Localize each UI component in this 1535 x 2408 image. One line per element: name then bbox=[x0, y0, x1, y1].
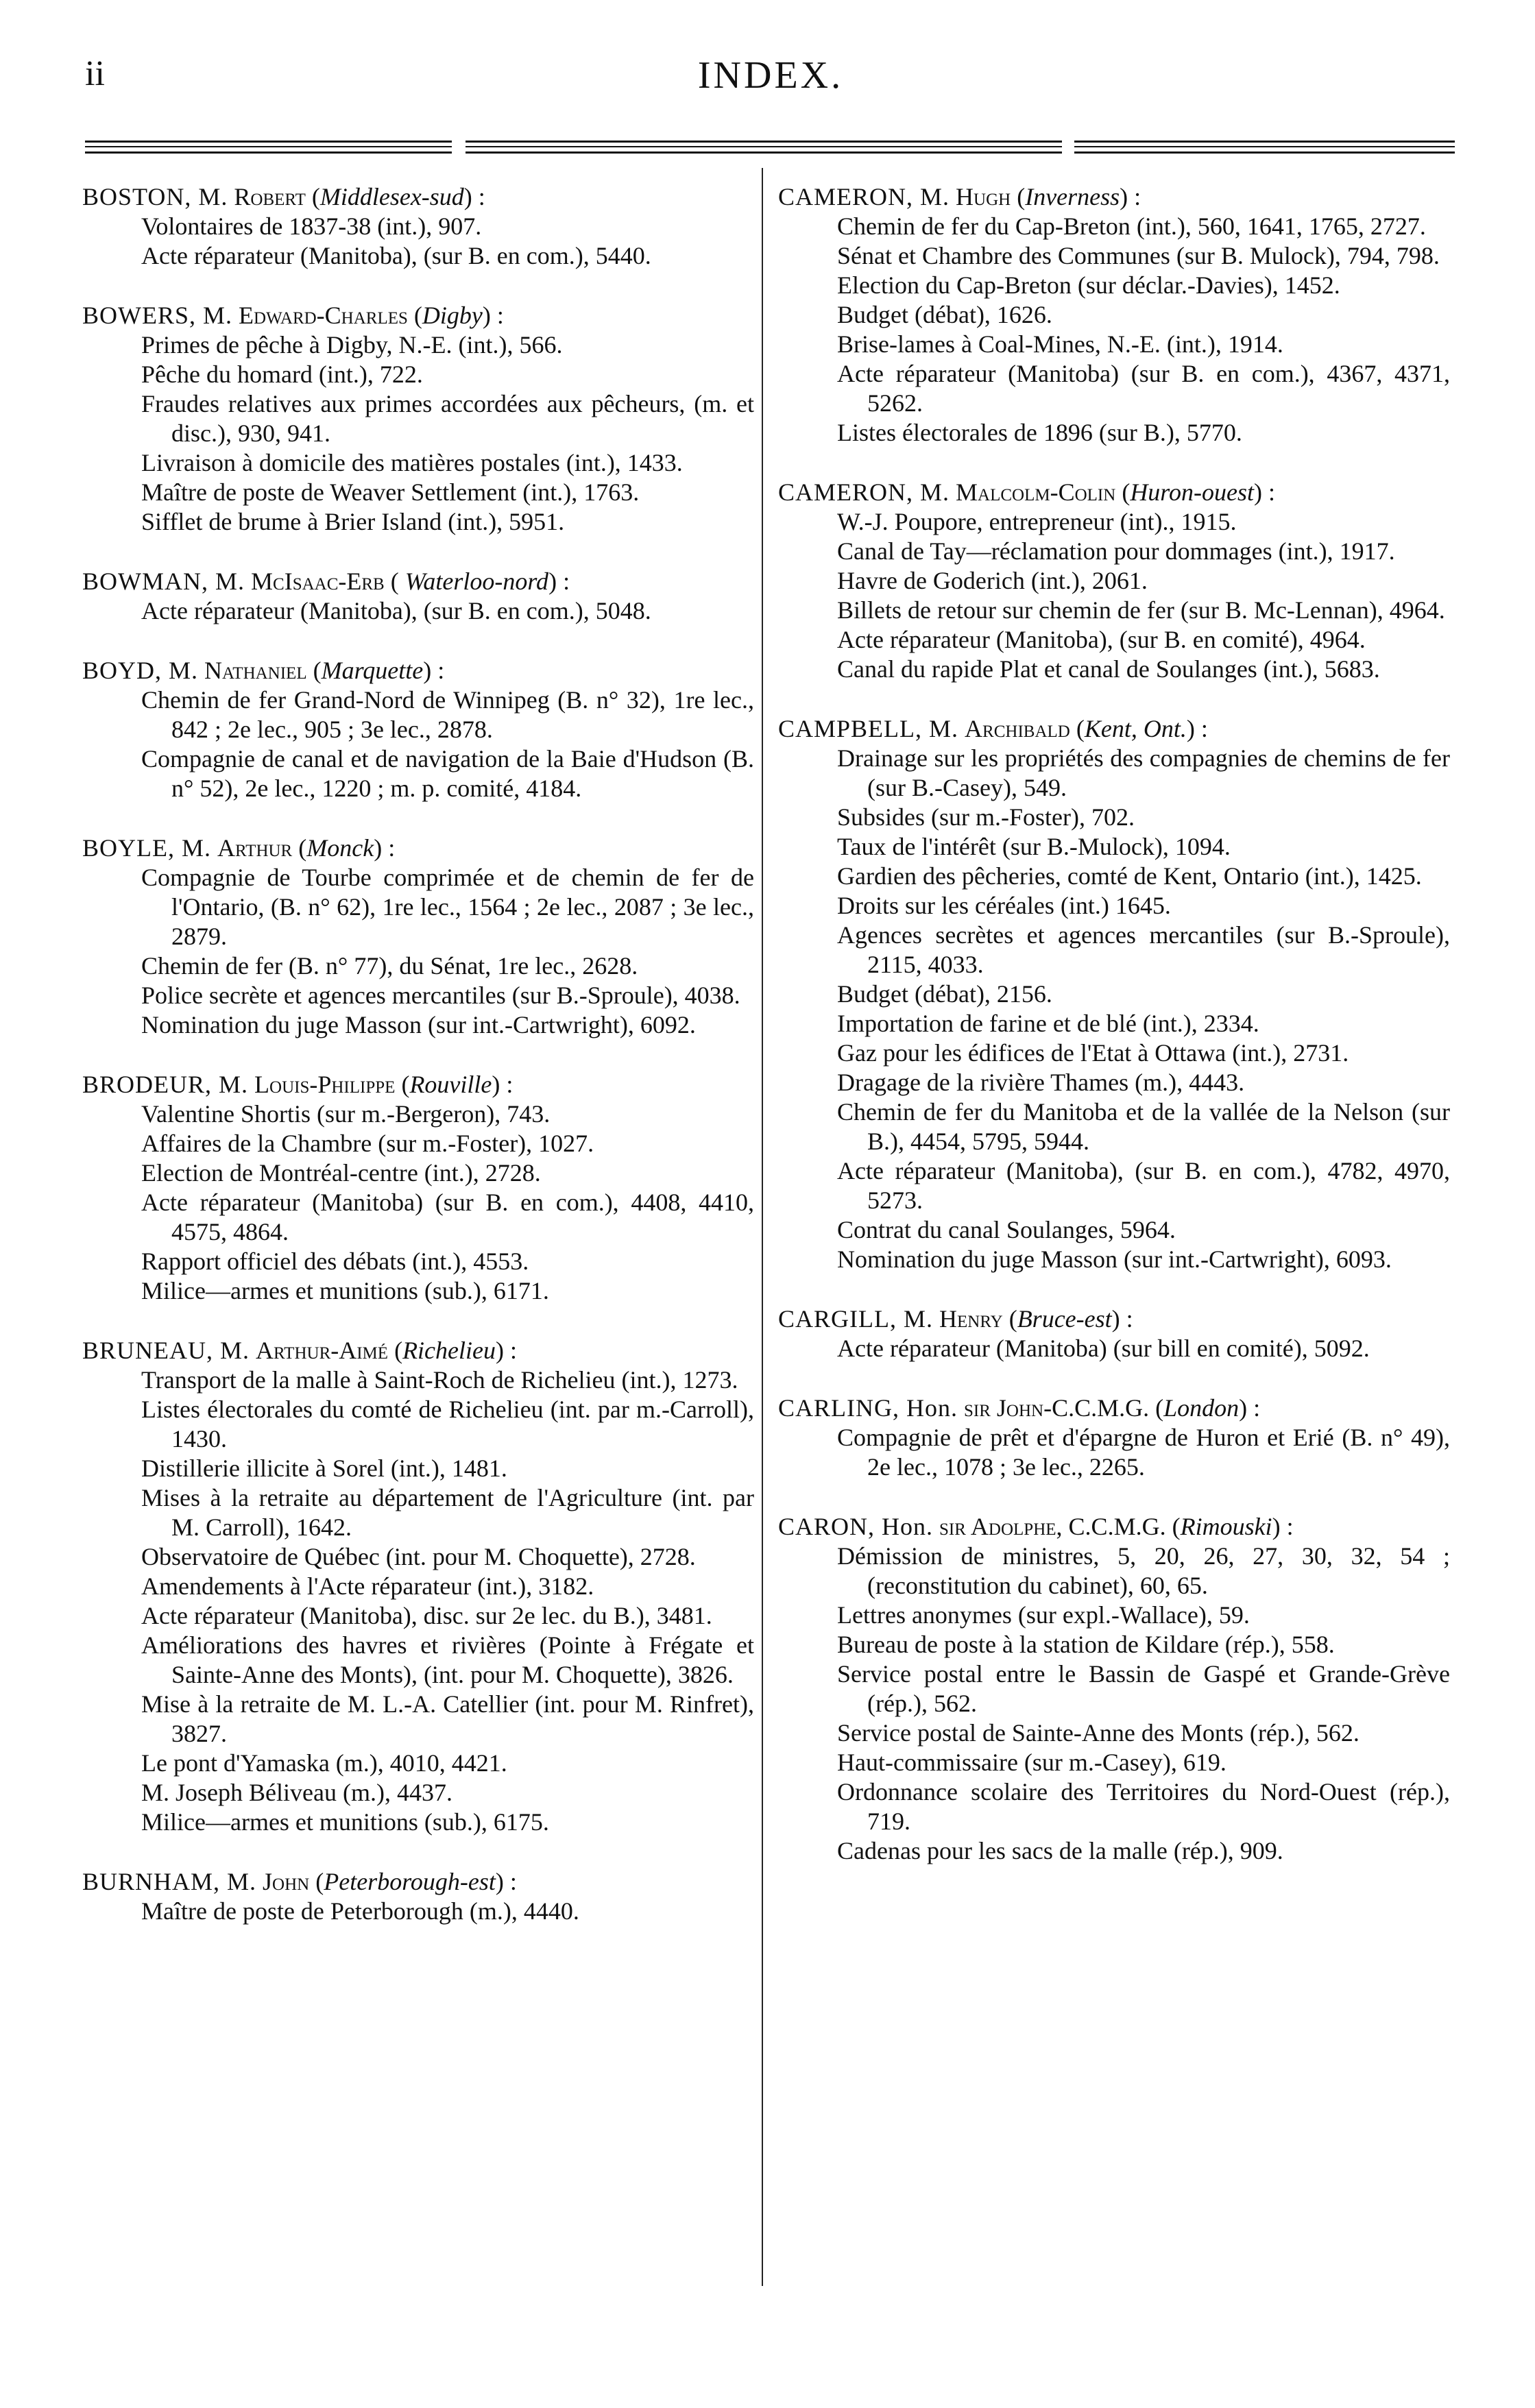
entry-item: Le pont d'Yamaska (m.), 4010, 4421. bbox=[141, 1749, 507, 1777]
member-district: Middlesex-sud bbox=[319, 183, 464, 210]
entry-item: Rapport officiel des débats (int.), 4553. bbox=[141, 1248, 529, 1275]
index-entry bbox=[82, 655, 754, 803]
header-rule-left bbox=[85, 141, 452, 156]
entry-item: Billets de retour sur chemin de fer (sur B. Mc-Lennan), 4964. bbox=[837, 596, 1445, 624]
entry-item: Acte réparateur (Manitoba) (sur bill en comité), 5092. bbox=[837, 1335, 1370, 1362]
member-surname: BRUNEAU, M. bbox=[82, 1337, 250, 1364]
entry-item: Milice—armes et munitions (sub.), 6171. bbox=[141, 1277, 549, 1304]
entry-item: Subsides (sur m.-Foster), 702. bbox=[837, 803, 1135, 831]
entry-item: Distillerie illicite à Sorel (int.), 1481. bbox=[141, 1455, 507, 1482]
entry-heading: BRUNEAU, M. Arthur-Aimé (Richelieu) : bbox=[82, 1337, 518, 1364]
entry-item: Bureau de poste à la station de Kildare (rép.), 558. bbox=[837, 1631, 1335, 1658]
entry-heading: CAMERON, M. Malcolm-Colin (Huron-ouest) : bbox=[778, 478, 1275, 506]
entry-heading: CAMERON, M. Hugh (Inverness) : bbox=[778, 183, 1141, 210]
entry-item: Importation de farine et de blé (int.), 2334. bbox=[837, 1010, 1259, 1037]
member-surname: BOWMAN, M. bbox=[82, 568, 245, 595]
left-column bbox=[82, 182, 754, 1956]
entry-item: Haut-commissaire (sur m.-Casey), 619. bbox=[837, 1749, 1226, 1776]
entry-heading: CARLING, Hon. sir John-C.C.M.G. (London) : bbox=[778, 1394, 1261, 1422]
entry-item: Service postal entre le Bassin de Gaspé et Grande-Grève (rép.), 562. bbox=[837, 1660, 1450, 1717]
member-surname: BURNHAM, M. bbox=[82, 1868, 257, 1895]
page-header bbox=[85, 53, 1456, 108]
member-given-name: Hugh bbox=[956, 183, 1011, 210]
member-district: Huron-ouest bbox=[1130, 478, 1254, 506]
member-given-name: John bbox=[263, 1868, 310, 1895]
entry-item: Nomination du juge Masson (sur int.-Cartwright), 6092. bbox=[141, 1011, 696, 1038]
member-given-name: sir John-C.C.M.G. bbox=[964, 1394, 1150, 1422]
entry-item: Pêche du homard (int.), 722. bbox=[141, 361, 423, 388]
entry-item: Dragage de la rivière Thames (m.), 4443. bbox=[837, 1069, 1245, 1096]
entry-item: Taux de l'intérêt (sur B.-Mulock), 1094. bbox=[837, 833, 1231, 860]
member-given-name: sir Adolphe, C.C.M.G. bbox=[939, 1513, 1166, 1540]
entry-item: Brise-lames à Coal-Mines, N.-E. (int.), 1914. bbox=[837, 330, 1283, 358]
member-surname: BOSTON, M. bbox=[82, 183, 228, 210]
member-district: Rimouski bbox=[1180, 1513, 1272, 1540]
index-entry bbox=[82, 1866, 754, 1926]
entry-item: W.-J. Poupore, entrepreneur (int)., 1915. bbox=[837, 508, 1237, 535]
entry-heading: BURNHAM, M. John (Peterborough-est) : bbox=[82, 1868, 517, 1895]
member-given-name: Robert bbox=[234, 183, 306, 210]
entry-heading: BOYD, M. Nathaniel (Marquette) : bbox=[82, 657, 445, 684]
header-rule-right bbox=[1074, 141, 1455, 156]
index-entry bbox=[82, 566, 754, 626]
entry-item: Améliorations des havres et rivières (Pointe à Frégate et Sainte-Anne des Monts), (int. pour M. Choquette), 3826. bbox=[141, 1631, 754, 1688]
entry-item: Primes de pêche à Digby, N.-E. (int.), 566. bbox=[141, 331, 563, 358]
entry-item: M. Joseph Béliveau (m.), 4437. bbox=[141, 1779, 452, 1806]
member-district: Richelieu bbox=[402, 1337, 496, 1364]
member-given-name: Louis-Philippe bbox=[254, 1071, 396, 1098]
index-entry bbox=[82, 182, 754, 271]
entry-item: Livraison à domicile des matières postales (int.), 1433. bbox=[141, 449, 683, 476]
entry-item: Compagnie de Tourbe comprimée et de chemin de fer de l'Ontario, (B. n° 62), 1re lec., 1564 ; 2e lec., 2087 ; 3e lec., 2879. bbox=[141, 864, 754, 950]
entry-item: Cadenas pour les sacs de la malle (rép.), 909. bbox=[837, 1837, 1283, 1864]
entry-heading: CAMPBELL, M. Archibald (Kent, Ont.) : bbox=[778, 715, 1208, 742]
entry-item: Acte réparateur (Manitoba) (sur B. en com.), 4408, 4410, 4575, 4864. bbox=[141, 1189, 754, 1245]
member-district: Marquette bbox=[321, 657, 424, 684]
entry-item: Lettres anonymes (sur expl.-Wallace), 59. bbox=[837, 1601, 1250, 1629]
entry-item: Acte réparateur (Manitoba), (sur B. en com.), 5048. bbox=[141, 597, 651, 624]
entry-item: Observatoire de Québec (int. pour M. Choquette), 2728. bbox=[141, 1543, 696, 1570]
entry-heading: BOYLE, M. Arthur (Monck) : bbox=[82, 834, 396, 862]
entry-item: Police secrète et agences mercantiles (sur B.-Sproule), 4038. bbox=[141, 982, 740, 1009]
heading-colon: : bbox=[1120, 1305, 1133, 1333]
entry-heading: BRODEUR, M. Louis-Philippe (Rouville) : bbox=[82, 1071, 513, 1098]
heading-colon: : bbox=[382, 834, 396, 862]
entry-item: Acte réparateur (Manitoba) (sur B. en com.), 4367, 4371, 5262. bbox=[837, 360, 1450, 417]
entry-item: Fraudes relatives aux primes accordées aux pêcheurs, (m. et disc.), 930, 941. bbox=[141, 390, 754, 447]
member-given-name: McIsaac-Erb bbox=[251, 568, 385, 595]
index-entry bbox=[778, 477, 1450, 684]
member-surname: CARON, Hon. bbox=[778, 1513, 934, 1540]
member-district: London bbox=[1163, 1394, 1240, 1422]
column-divider bbox=[762, 168, 763, 2286]
member-given-name: Edward-Charles bbox=[239, 302, 408, 329]
entry-item: Drainage sur les propriétés des compagnies de chemins de fer (sur B.-Casey), 549. bbox=[837, 744, 1450, 801]
index-entry bbox=[82, 1069, 754, 1306]
index-entry bbox=[778, 1393, 1450, 1482]
entry-item: Acte réparateur (Manitoba), (sur B. en com.), 4782, 4970, 5273. bbox=[837, 1157, 1450, 1214]
index-entry bbox=[778, 1304, 1450, 1363]
entry-item: Acte réparateur (Manitoba), disc. sur 2e lec. du B.), 3481. bbox=[141, 1602, 712, 1629]
entry-heading: CARON, Hon. sir Adolphe, C.C.M.G. (Rimouski) : bbox=[778, 1513, 1294, 1540]
entry-item: Chemin de fer (B. n° 77), du Sénat, 1re lec., 2628. bbox=[141, 952, 638, 980]
entry-item: Havre de Goderich (int.), 2061. bbox=[837, 567, 1148, 594]
right-column bbox=[778, 182, 1450, 1895]
entry-item: Gardien des pêcheries, comté de Kent, Ontario (int.), 1425. bbox=[837, 862, 1422, 890]
index-entry bbox=[778, 182, 1450, 448]
index-entry bbox=[778, 714, 1450, 1274]
entry-item: Chemin de fer du Cap-Breton (int.), 560, 1641, 1765, 2727. bbox=[837, 212, 1426, 240]
heading-colon: : bbox=[1194, 715, 1208, 742]
page-number: ii bbox=[85, 54, 105, 93]
member-district: Kent, Ont. bbox=[1084, 715, 1187, 742]
member-given-name: Arthur bbox=[217, 834, 293, 862]
entry-item: Sifflet de brume à Brier Island (int.), 5951. bbox=[141, 508, 565, 535]
entry-item: Sénat et Chambre des Communes (sur B. Mulock), 794, 798. bbox=[837, 242, 1440, 269]
member-given-name: Arthur-Aimé bbox=[256, 1337, 389, 1364]
heading-colon: : bbox=[500, 1071, 513, 1098]
member-surname: CARGILL, M. bbox=[778, 1305, 933, 1333]
entry-item: Compagnie de prêt et d'épargne de Huron et Erié (B. n° 49), 2e lec., 1078 ; 3e lec., 2265. bbox=[837, 1424, 1450, 1481]
heading-colon: : bbox=[431, 657, 445, 684]
heading-colon: : bbox=[1280, 1513, 1294, 1540]
heading-colon: : bbox=[490, 302, 504, 329]
member-district: Peterborough-est bbox=[324, 1868, 496, 1895]
index-entry bbox=[82, 300, 754, 537]
entry-item: Valentine Shortis (sur m.-Bergeron), 743. bbox=[141, 1100, 551, 1128]
member-surname: CAMPBELL, M. bbox=[778, 715, 959, 742]
entry-item: Transport de la malle à Saint-Roch de Richelieu (int.), 1273. bbox=[141, 1366, 738, 1394]
entry-item: Maître de poste de Peterborough (m.), 4440. bbox=[141, 1897, 579, 1925]
member-surname: CAMERON, M. bbox=[778, 478, 950, 506]
member-surname: CAMERON, M. bbox=[778, 183, 950, 210]
entry-item: Gaz pour les édifices de l'Etat à Ottawa (int.), 2731. bbox=[837, 1039, 1349, 1067]
member-surname: BOWERS, M. bbox=[82, 302, 233, 329]
entry-item: Canal du rapide Plat et canal de Soulanges (int.), 5683. bbox=[837, 655, 1380, 683]
entry-item: Amendements à l'Acte réparateur (int.), 3182. bbox=[141, 1572, 594, 1600]
member-given-name: Malcolm-Colin bbox=[956, 478, 1116, 506]
entry-item: Chemin de fer Grand-Nord de Winnipeg (B. n° 32), 1re lec., 842 ; 2e lec., 905 ; 3e lec., 2878. bbox=[141, 686, 754, 743]
member-surname: BRODEUR, M. bbox=[82, 1071, 249, 1098]
heading-colon: : bbox=[1247, 1394, 1261, 1422]
entry-item: Acte réparateur (Manitoba), (sur B. en com.), 5440. bbox=[141, 242, 651, 269]
entry-item: Canal de Tay—réclamation pour dommages (int.), 1917. bbox=[837, 537, 1395, 565]
page-title: INDEX. bbox=[697, 54, 844, 97]
member-given-name: Nathaniel bbox=[204, 657, 307, 684]
entry-item: Compagnie de canal et de navigation de la Baie d'Hudson (B. n° 52), 2e lec., 1220 ; m. p. comité, 4184. bbox=[141, 745, 754, 802]
index-entry bbox=[82, 833, 754, 1040]
header-rule-middle bbox=[466, 141, 1062, 156]
entry-item: Agences secrètes et agences mercantiles (sur B.-Sproule), 2115, 4033. bbox=[837, 921, 1450, 978]
member-district: Monck bbox=[306, 834, 374, 862]
entry-item: Election de Montréal-centre (int.), 2728. bbox=[141, 1159, 541, 1187]
heading-colon: : bbox=[504, 1337, 518, 1364]
entry-item: Listes électorales du comté de Richelieu (int. par m.-Carroll), 1430. bbox=[141, 1396, 754, 1452]
entry-item: Election du Cap-Breton (sur déclar.-Davies), 1452. bbox=[837, 271, 1340, 299]
index-entry bbox=[778, 1511, 1450, 1866]
entry-heading: CARGILL, M. Henry (Bruce-est) : bbox=[778, 1305, 1133, 1333]
entry-item: Budget (débat), 2156. bbox=[837, 980, 1052, 1008]
heading-colon: : bbox=[1261, 478, 1275, 506]
entry-item: Chemin de fer du Manitoba et de la vallée de la Nelson (sur B.), 4454, 5795, 5944. bbox=[837, 1098, 1450, 1155]
entry-heading: BOWERS, M. Edward-Charles (Digby) : bbox=[82, 302, 504, 329]
heading-colon: : bbox=[1128, 183, 1141, 210]
entry-item: Nomination du juge Masson (sur int.-Cartwright), 6093. bbox=[837, 1245, 1392, 1273]
member-surname: BOYD, M. bbox=[82, 657, 199, 684]
entry-item: Mise à la retraite de M. L.-A. Catellier (int. pour M. Rinfret), 3827. bbox=[141, 1690, 754, 1747]
entry-item: Service postal de Sainte-Anne des Monts (rép.), 562. bbox=[837, 1719, 1359, 1747]
entry-item: Affaires de la Chambre (sur m.-Foster), 1027. bbox=[141, 1130, 594, 1157]
member-district: Waterloo-nord bbox=[398, 568, 549, 595]
member-district: Bruce-est bbox=[1017, 1305, 1112, 1333]
member-district: Inverness bbox=[1025, 183, 1120, 210]
heading-colon: : bbox=[472, 183, 485, 210]
heading-colon: : bbox=[557, 568, 570, 595]
entry-item: Listes électorales de 1896 (sur B.), 5770. bbox=[837, 419, 1242, 446]
entry-item: Milice—armes et munitions (sub.), 6175. bbox=[141, 1808, 549, 1836]
entry-heading: BOWMAN, M. McIsaac-Erb ( Waterloo-nord) : bbox=[82, 568, 570, 595]
member-given-name: Archibald bbox=[965, 715, 1070, 742]
index-entry bbox=[82, 1335, 754, 1837]
entry-item: Démission de ministres, 5, 20, 26, 27, 30, 32, 54 ; (reconstitution du cabinet), 60, 65. bbox=[837, 1542, 1450, 1599]
entry-item: Droits sur les céréales (int.) 1645. bbox=[837, 892, 1171, 919]
member-given-name: Henry bbox=[939, 1305, 1003, 1333]
header-rules bbox=[85, 141, 1455, 156]
entry-item: Volontaires de 1837-38 (int.), 907. bbox=[141, 212, 482, 240]
entry-heading: BOSTON, M. Robert (Middlesex-sud) : bbox=[82, 183, 485, 210]
member-surname: CARLING, Hon. bbox=[778, 1394, 958, 1422]
member-surname: BOYLE, M. bbox=[82, 834, 211, 862]
entry-item: Mises à la retraite au département de l'Agriculture (int. par M. Carroll), 1642. bbox=[141, 1484, 754, 1541]
heading-colon: : bbox=[503, 1868, 517, 1895]
entry-item: Budget (débat), 1626. bbox=[837, 301, 1052, 328]
entry-item: Acte réparateur (Manitoba), (sur B. en comité), 4964. bbox=[837, 626, 1366, 653]
member-district: Rouville bbox=[409, 1071, 492, 1098]
entry-item: Ordonnance scolaire des Territoires du Nord-Ouest (rép.), 719. bbox=[837, 1778, 1450, 1835]
entry-item: Maître de poste de Weaver Settlement (int.), 1763. bbox=[141, 478, 640, 506]
member-district: Digby bbox=[422, 302, 483, 329]
entry-item: Contrat du canal Soulanges, 5964. bbox=[837, 1216, 1176, 1243]
